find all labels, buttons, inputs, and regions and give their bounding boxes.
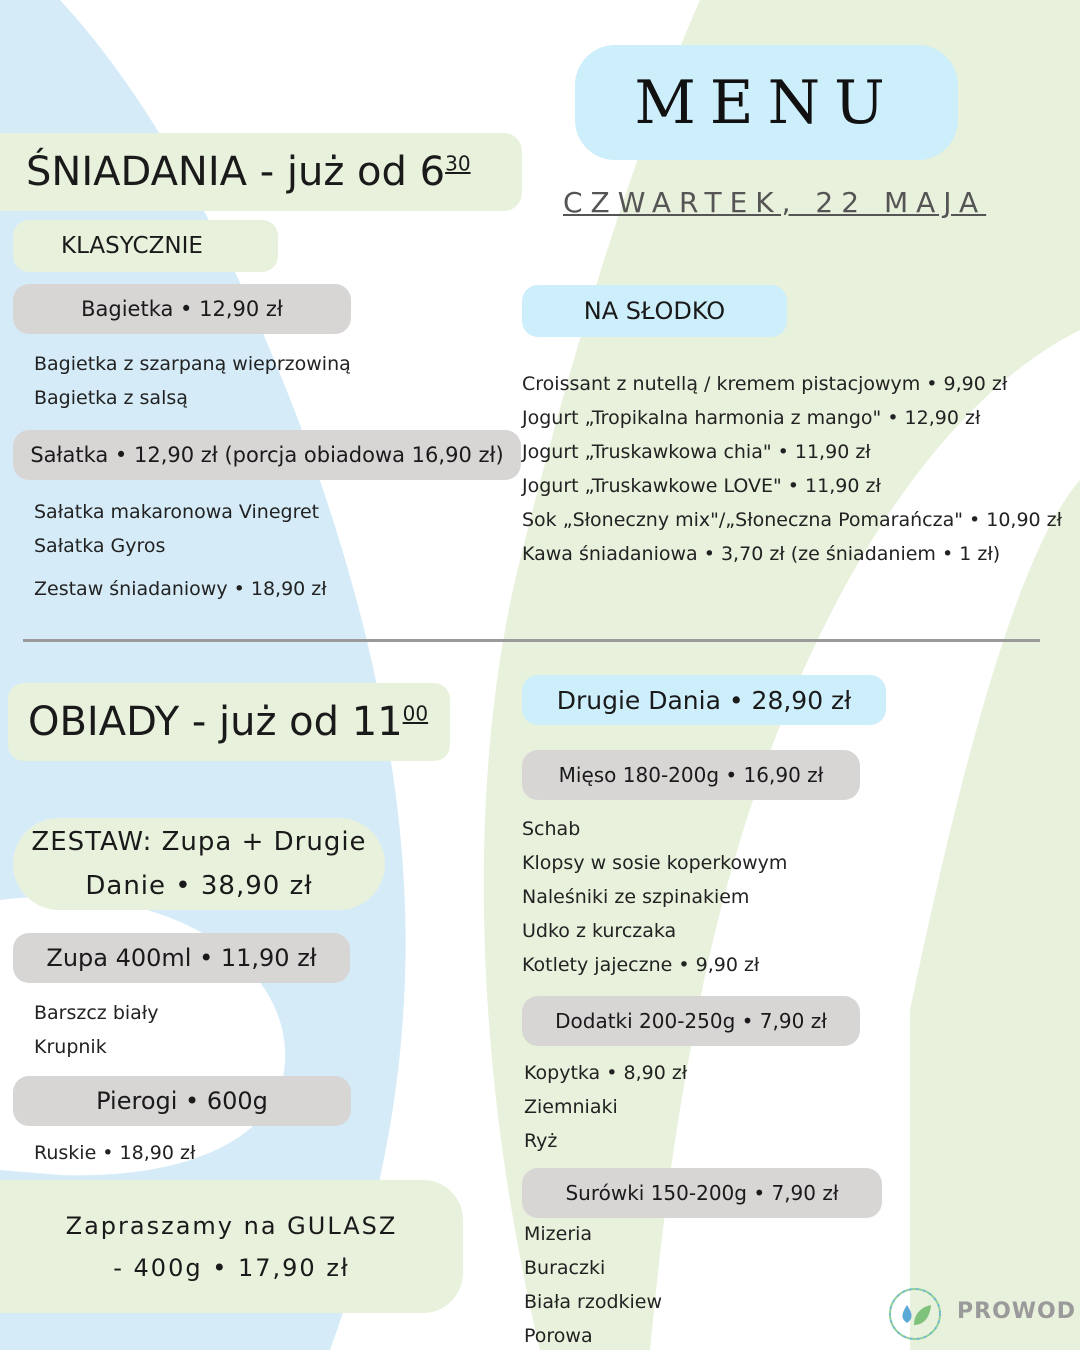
list-item: Biała rzodkiew [524,1291,663,1313]
breakfast-heading-box [0,133,522,211]
list-item: Jogurt „Tropikalna harmonia z mango" • 12,90 zł [522,407,981,429]
list-item: Bagietka z salsą [34,387,188,409]
classic-label-box [13,220,278,272]
pierogi-list [34,1136,195,1170]
lunch-set-line2: Danie • 38,90 zł [85,871,313,901]
list-item: Mizeria [524,1223,593,1245]
list-item: Kopytka • 8,90 zł [524,1062,688,1084]
list-item: Ziemniaki [524,1096,618,1118]
goulash-box [0,1180,463,1313]
lunch-heading-text: OBIADY - już od 11 [28,699,403,745]
salads-list [524,1217,662,1353]
lunch-heading-time: 00 [402,701,429,726]
salad-label-box [13,430,521,480]
mains-label: Drugie Dania • 28,90 zł [556,685,852,715]
green-shape-right [910,480,1080,1350]
list-item: Sok „Słoneczny mix"/„Słoneczna Pomarańcza" • 10,90 zł [522,509,1063,531]
mains-label-box [522,675,886,725]
salad-label: Sałatka • 12,90 zł (porcja obiadowa 16,90 zł) [30,443,504,467]
sweet-label-box [522,285,787,337]
menu-title: MENU [634,67,899,138]
soup-list [34,996,158,1064]
list-item: Buraczki [524,1257,606,1279]
water-drop-leaf-icon [886,1285,944,1343]
list-item: Sałatka makaronowa Vinegret [34,501,320,523]
classic-label: KLASYCZNIE [61,233,203,259]
soup-label: Zupa 400ml • 11,90 zł [46,944,317,972]
pierogi-label: Pierogi • 600g [96,1087,268,1115]
sides-label: Dodatki 200-250g • 7,90 zł [555,1009,827,1033]
list-item: Krupnik [34,1036,107,1058]
baguette-list [34,347,351,415]
list-item: Porowa [524,1325,593,1347]
list-item: Jogurt „Truskawkowe LOVE" • 11,90 zł [522,475,881,497]
list-item: Barszcz biały [34,1002,159,1024]
sides-label-box [522,996,860,1046]
soup-label-box [13,933,350,983]
goulash-line1: Zapraszamy na GULASZ [65,1211,398,1240]
list-item: Kawa śniadaniowa • 3,70 zł (ze śniadaniem • 1 zł) [522,543,1001,565]
salads-label-box [522,1168,882,1218]
list-item: Sałatka Gyros [34,535,166,557]
breakfast-heading-text: ŚNIADANIA - już od 6 [26,149,446,195]
menu-date: CZWARTEK, 22 MAJA [563,186,987,219]
goulash-line2: - 400g • 17,90 zł [113,1253,350,1282]
salad-list [34,495,319,563]
sweet-label: NA SŁODKO [583,297,726,325]
list-item: Udko z kurczaka [522,920,677,942]
pierogi-label-box [13,1076,351,1126]
menu-title-box [575,45,958,160]
lunch-set-box [13,818,385,910]
baguette-label: Bagietka • 12,90 zł [81,297,283,321]
list-item: Bagietka z szarpaną wieprzowiną [34,353,351,375]
breakfast-heading-time: 30 [445,151,471,176]
sides-list [524,1056,687,1158]
section-divider [23,639,1040,642]
list-item: Ruskie • 18,90 zł [34,1142,196,1164]
meat-label-box [522,750,860,800]
list-item: Croissant z nutellą / kremem pistacjowym • 9,90 zł [522,373,1008,395]
list-item: Kotlety jajeczne • 9,90 zł [522,954,760,976]
lunch-set-line1: ZESTAW: Zupa + Drugie [31,827,367,857]
brand-logo [886,1285,1076,1343]
breakfast-heading [26,149,471,195]
list-item: Ryż [524,1130,558,1152]
salads-label: Surówki 150-200g • 7,90 zł [565,1181,839,1205]
list-item: Naleśniki ze szpinakiem [522,886,750,908]
meat-label: Mięso 180-200g • 16,90 zł [558,763,824,787]
sweet-list [522,367,1062,571]
baguette-label-box [13,284,351,334]
breakfast-set: Zestaw śniadaniowy • 18,90 zł [34,578,327,600]
list-item: Jogurt „Truskawkowa chia" • 11,90 zł [522,441,871,463]
lunch-heading [28,699,428,745]
meat-list [522,812,787,982]
lunch-heading-box [8,683,450,761]
list-item: Klopsy w sosie koperkowym [522,852,788,874]
brand-name: PROWOD [957,1299,1076,1324]
list-item: Schab [522,818,581,840]
